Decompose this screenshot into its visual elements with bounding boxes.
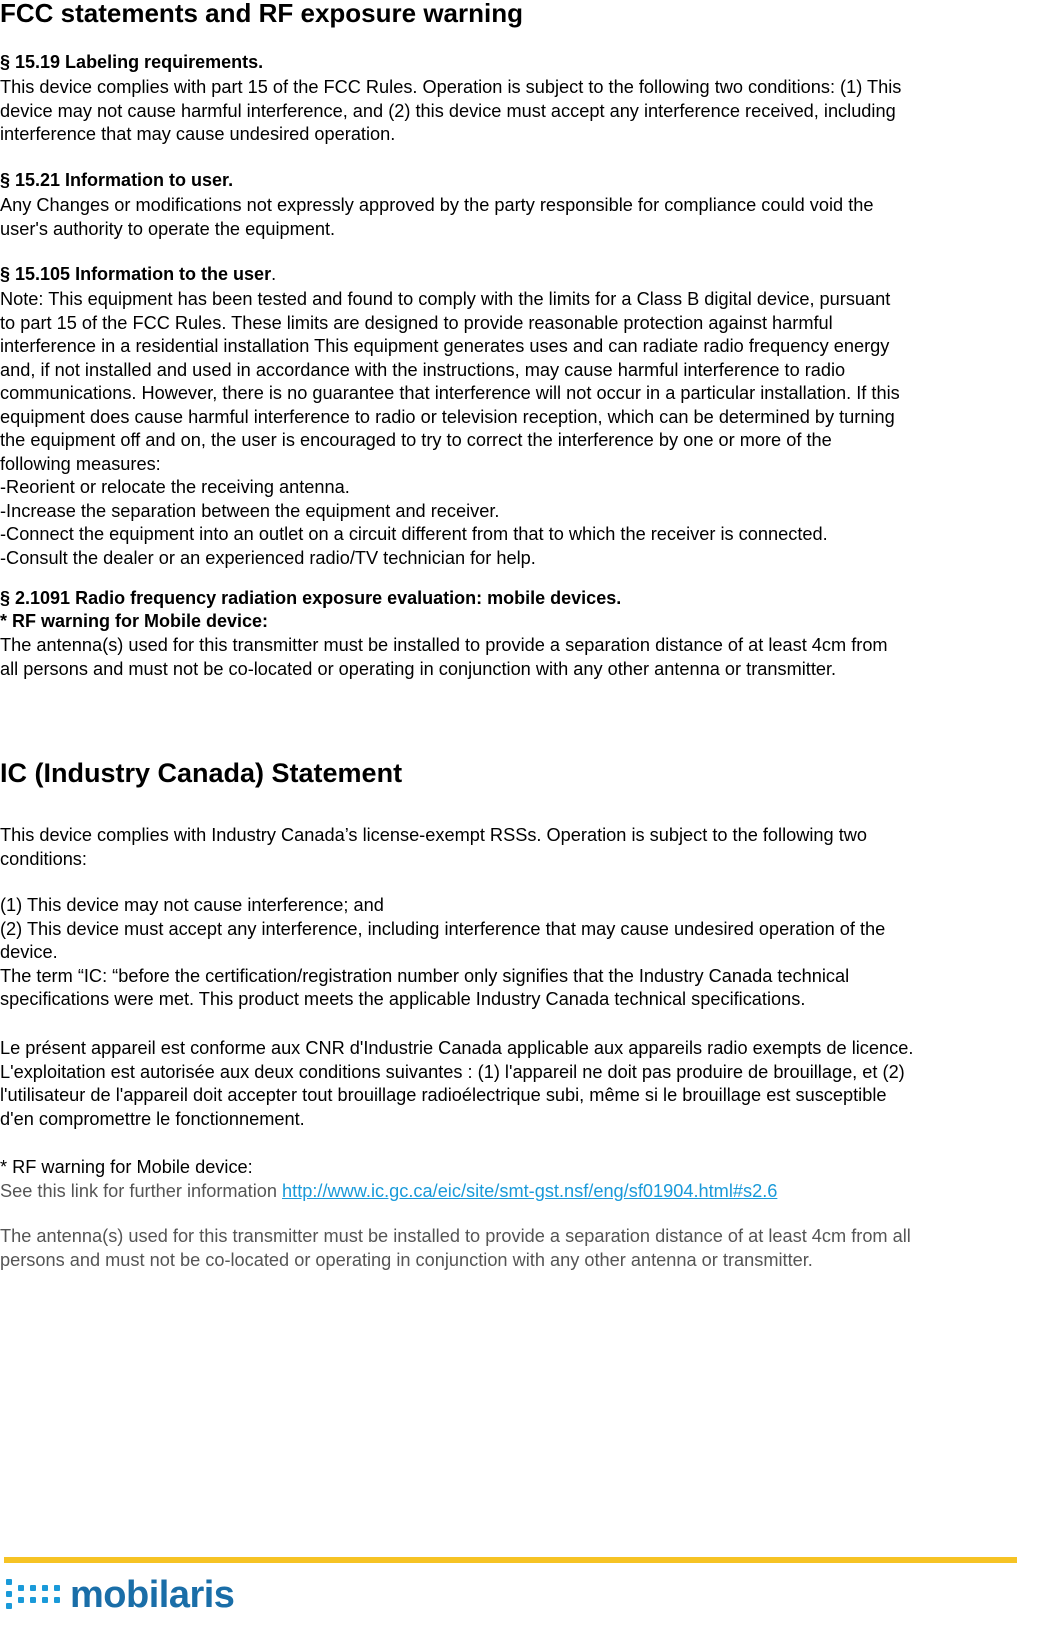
- s15105-heading-suffix: .: [271, 264, 277, 284]
- brand-logo: [4, 1572, 234, 1618]
- ic-title: IC (Industry Canada) Statement: [0, 758, 403, 788]
- s15105-heading: § 15.105 Information to the user: [0, 264, 272, 284]
- s1519-text: This device complies with part 15 of the FCC Rules. Operation is subject to the following two conditions: (1) This device may not cause harmful interference, and (2) this device must accept any interference received, including interference that may cause undesired operation.: [0, 77, 902, 144]
- ic-link-line: [0, 1180, 1044, 1204]
- footer-accent-bar: [4, 1557, 1017, 1563]
- s15105-text: Note: This equipment has been tested and found to comply with the limits for a Class B digital device, pursuant to part 15 of the FCC Rules. These limits are designed to provide reasonable protection against harmful interference in a residential installation This equipment generates uses and can radiate radio frequency energy and, if not installed and used in accordance with the instructions, may cause harmful interference to radio communications. However, there is no guarantee that interference will not occur in a particular installation. If this equipment does cause harmful interference to radio or television reception, which can be determined by turning the equipment off and on, the user is encouraged to try to correct the interference by one or more of the following measures: -Reorient or relocate the receiving antenna. -Increase the separation between the equipment and receiver. -Connect the equipment into an outlet on a circuit different from that to which the receiver is connected. -Consult the dealer or an experienced radio/TV technician for help.: [0, 289, 900, 568]
- ic-french-text: Le présent appareil est conforme aux CNR d'Industrie Canada applicable aux appareils radio exempts de licence. L'exploitation est autorisée aux deux conditions suivantes : (1) l'appareil ne doit pas produire de brouillage, et (2) l'utilisateur de l'appareil doit accepter tout brouillage radioélectrique subi, même si le brouillage est susceptible d'en compromettre le fonctionnement.: [0, 1038, 914, 1129]
- s15105-heading-line: [0, 264, 276, 285]
- brand-dots-icon: [4, 1573, 64, 1617]
- ic-rf-warning: * RF warning for Mobile device:: [0, 1157, 253, 1177]
- s21091-heading: § 2.1091 Radio frequency radiation exposure evaluation: mobile devices.: [0, 588, 622, 608]
- s21091-subheading: * RF warning for Mobile device:: [0, 611, 269, 631]
- ic-conditions: (1) This device may not cause interference; and (2) This device must accept any interference, including interference that may cause undesired operation of the device. The term “IC: “before the certification/registration number only signifies that the Industry Canada technical specifications were met. This product meets the applicable Industry Canada technical specifications.: [0, 895, 886, 1009]
- ic-info-link[interactable]: http://www.ic.gc.ca/eic/site/smt-gst.nsf/eng/sf01904.html#s2.6: [282, 1181, 778, 1201]
- s21091-text: The antenna(s) used for this transmitter must be installed to provide a separation distance of at least 4cm from all persons and must not be co-located or operating in conjunction with any other antenna or transmitter.: [0, 635, 888, 679]
- ic-link-prefix: See this link for further information: [0, 1181, 283, 1201]
- s1521-heading: § 15.21 Information to user.: [0, 170, 234, 190]
- s1519-heading: § 15.19 Labeling requirements.: [0, 52, 264, 72]
- ic-intro: This device complies with Industry Canada’s license-exempt RSSs. Operation is subject to the following two conditions:: [0, 825, 868, 869]
- s1521-text: Any Changes or modifications not expressly approved by the party responsible for compliance could void the user's authority to operate the equipment.: [0, 195, 874, 239]
- brand-name: mobilaris: [70, 1573, 235, 1616]
- fcc-title: FCC statements and RF exposure warning: [0, 0, 523, 28]
- ic-antenna-text: The antenna(s) used for this transmitter must be installed to provide a separation distance of at least 4cm from all persons and must not be co-located or operating in conjunction with any other antenna or transmitter.: [0, 1226, 911, 1270]
